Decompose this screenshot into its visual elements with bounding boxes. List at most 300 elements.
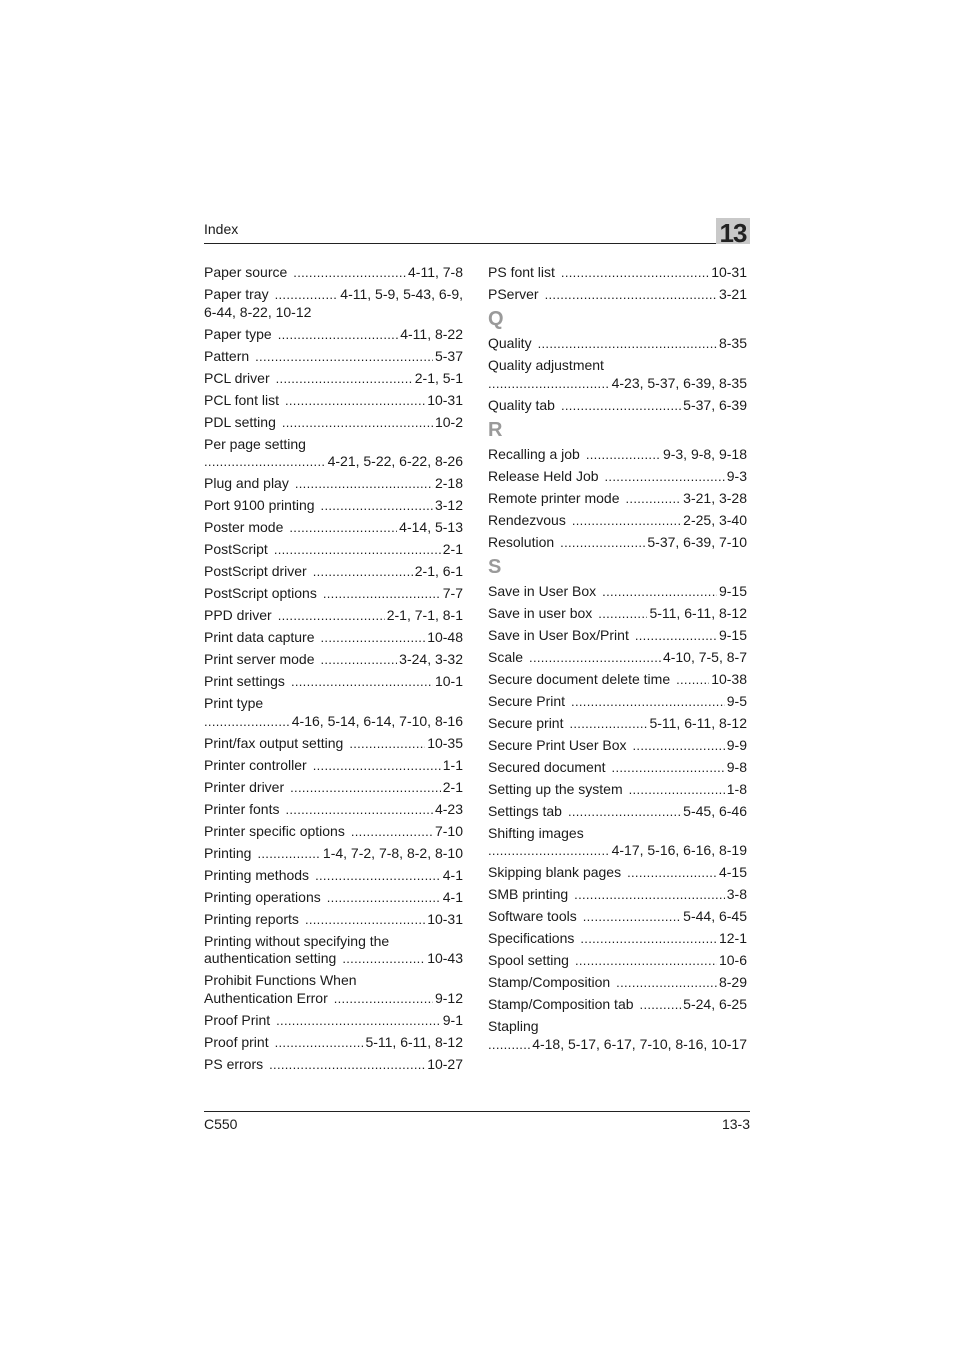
index-term: Print data capture bbox=[204, 629, 315, 645]
index-term: Per page setting bbox=[204, 435, 306, 452]
index-entry bbox=[488, 605, 747, 623]
index-entry bbox=[488, 825, 747, 860]
dot-leader bbox=[561, 264, 709, 282]
dot-leader bbox=[560, 534, 645, 552]
index-term: Authentication Error bbox=[204, 989, 328, 1006]
index-line bbox=[488, 908, 747, 926]
dot-leader bbox=[282, 414, 433, 432]
index-entry bbox=[204, 845, 463, 863]
index-entry bbox=[488, 759, 747, 777]
index-entry bbox=[488, 264, 747, 282]
index-term: PServer bbox=[488, 286, 539, 302]
index-pages: 2-1 bbox=[442, 541, 463, 557]
index-pages: 4-11, 7-8 bbox=[408, 264, 463, 280]
index-entry bbox=[488, 930, 747, 948]
index-line bbox=[204, 585, 463, 603]
index-line bbox=[488, 286, 747, 304]
index-entry bbox=[204, 1034, 463, 1052]
index-entry bbox=[488, 715, 747, 733]
index-line bbox=[204, 1056, 463, 1074]
index-line bbox=[204, 990, 463, 1008]
index-entry bbox=[488, 693, 747, 711]
index-term: Skipping blank pages bbox=[488, 864, 622, 880]
index-pages: 10-27 bbox=[427, 1055, 463, 1072]
index-line bbox=[488, 715, 747, 733]
dot-leader bbox=[204, 713, 290, 731]
index-pages: 10-48 bbox=[427, 629, 463, 645]
index-pages: 9-12 bbox=[434, 989, 463, 1006]
index-pages: 8-29 bbox=[718, 974, 747, 990]
dot-leader bbox=[327, 889, 441, 907]
index-pages: 10-6 bbox=[718, 952, 747, 968]
index-pages: 3-21, 3-28 bbox=[683, 489, 747, 506]
index-term: Paper source bbox=[204, 264, 288, 280]
dot-leader bbox=[580, 930, 717, 948]
index-term: Printing operations bbox=[204, 888, 321, 905]
dot-leader bbox=[545, 286, 717, 304]
index-pages: 5-44, 6-45 bbox=[683, 908, 747, 924]
index-entry bbox=[488, 952, 747, 970]
index-pages: 9-8 bbox=[726, 758, 747, 775]
index-term: Printing reports bbox=[204, 910, 299, 927]
index-term: Save in User Box bbox=[488, 582, 597, 599]
index-pages: 2-1, 5-1 bbox=[414, 369, 463, 386]
dot-leader bbox=[538, 335, 717, 353]
index-term: Printing bbox=[204, 844, 252, 861]
dot-leader bbox=[295, 475, 433, 493]
index-line bbox=[488, 842, 747, 860]
index-line bbox=[204, 867, 463, 885]
index-line bbox=[488, 974, 747, 992]
dot-leader bbox=[629, 781, 725, 799]
index-pages: 3-12 bbox=[434, 497, 463, 513]
index-term: authentication setting bbox=[204, 950, 337, 966]
index-term: Proof Print bbox=[204, 1011, 271, 1028]
section-letter: S bbox=[488, 555, 502, 578]
index-pages: 5-45, 6-46 bbox=[683, 802, 747, 819]
dot-leader bbox=[568, 803, 681, 821]
index-line bbox=[488, 930, 747, 948]
index-pages: 9-5 bbox=[726, 692, 747, 709]
index-term: Plug and play bbox=[204, 475, 289, 491]
dot-leader bbox=[569, 715, 647, 733]
index-term: Paper type bbox=[204, 325, 272, 342]
index-line bbox=[204, 911, 463, 929]
index-column-left bbox=[204, 264, 463, 1078]
dot-leader bbox=[351, 823, 433, 841]
index-line bbox=[204, 823, 463, 841]
index-entry bbox=[488, 781, 747, 799]
index-line bbox=[204, 779, 463, 797]
index-line bbox=[204, 286, 463, 304]
index-pages: 4-1 bbox=[442, 866, 463, 883]
dot-leader bbox=[575, 952, 717, 970]
index-pages: 5-11, 6-11, 8-12 bbox=[365, 1033, 463, 1050]
index-line bbox=[204, 607, 463, 625]
index-pages: 4-11, 8-22 bbox=[400, 325, 463, 342]
index-pages: 2-1, 6-1 bbox=[414, 563, 463, 579]
index-pages: 10-31 bbox=[427, 391, 463, 408]
index-pages: 4-18, 5-17, 6-17, 7-10, 8-16, 10-17 bbox=[532, 1035, 747, 1052]
index-pages: 4-23 bbox=[434, 800, 463, 817]
dot-leader bbox=[289, 519, 397, 537]
index-pages: 4-11, 5-9, 5-43, 6-9, bbox=[340, 286, 463, 302]
index-term: Stamp/Composition bbox=[488, 974, 611, 990]
index-term: Save in user box bbox=[488, 604, 593, 621]
index-term: Printer controller bbox=[204, 756, 307, 773]
index-pages: 2-25, 3-40 bbox=[683, 511, 747, 528]
index-pages: 8-35 bbox=[718, 335, 747, 351]
index-line bbox=[488, 583, 747, 601]
index-line bbox=[488, 649, 747, 667]
index-pages: 1-8 bbox=[726, 780, 747, 797]
index-entry bbox=[488, 996, 747, 1014]
index-line bbox=[488, 1036, 747, 1054]
index-term: PPD driver bbox=[204, 607, 272, 623]
index-line bbox=[204, 845, 463, 863]
index-line bbox=[488, 886, 747, 904]
index-line bbox=[488, 671, 747, 689]
index-line bbox=[204, 348, 463, 366]
index-entry bbox=[204, 1012, 463, 1030]
index-line bbox=[488, 446, 747, 464]
index-entry bbox=[204, 972, 463, 1007]
index-entry bbox=[204, 392, 463, 410]
index-term: Secure print bbox=[488, 714, 564, 731]
dot-leader bbox=[561, 397, 681, 415]
index-pages: 9-9 bbox=[726, 736, 747, 753]
index-pages: 9-1 bbox=[442, 1011, 463, 1028]
index-line bbox=[204, 801, 463, 819]
index-entry bbox=[204, 607, 463, 625]
index-pages: 10-35 bbox=[427, 734, 463, 751]
index-pages: 10-31 bbox=[427, 910, 463, 927]
dot-leader bbox=[313, 757, 441, 775]
index-line bbox=[204, 497, 463, 515]
index-line bbox=[204, 414, 463, 432]
index-line bbox=[488, 737, 747, 755]
index-line bbox=[488, 397, 747, 415]
index-entry bbox=[488, 649, 747, 667]
dot-leader bbox=[290, 779, 441, 797]
index-term: Release Held Job bbox=[488, 467, 599, 484]
index-term: Save in User Box/Print bbox=[488, 626, 629, 643]
index-pages: 7-7 bbox=[442, 585, 463, 601]
index-line bbox=[204, 889, 463, 907]
section-letter: R bbox=[488, 418, 503, 441]
dot-leader bbox=[342, 950, 425, 968]
dot-leader bbox=[257, 845, 320, 863]
index-entry bbox=[204, 823, 463, 841]
index-term: Poster mode bbox=[204, 519, 284, 535]
index-entry bbox=[204, 541, 463, 559]
index-pages: 4-10, 7-5, 8-7 bbox=[662, 648, 747, 665]
dot-leader bbox=[274, 541, 441, 559]
dot-leader bbox=[255, 348, 433, 366]
index-pages: 7-10 bbox=[434, 822, 463, 839]
index-entry bbox=[488, 335, 747, 353]
index-entry bbox=[204, 867, 463, 885]
dot-leader bbox=[276, 370, 413, 388]
chapter-number: 13 bbox=[719, 218, 747, 248]
index-term: PCL font list bbox=[204, 391, 279, 408]
index-pages: 2-1, 7-1, 8-1 bbox=[386, 607, 463, 623]
dot-leader bbox=[323, 585, 441, 603]
index-term: Print/fax output setting bbox=[204, 734, 344, 751]
index-pages: 10-38 bbox=[711, 670, 747, 687]
index-pages: 12-1 bbox=[718, 930, 747, 946]
index-entry bbox=[204, 414, 463, 432]
page-header bbox=[204, 215, 750, 248]
dot-leader bbox=[572, 512, 681, 530]
dot-leader bbox=[334, 990, 433, 1008]
index-entry bbox=[204, 735, 463, 753]
index-term: Recalling a job bbox=[488, 445, 580, 462]
index-line bbox=[204, 264, 463, 282]
index-entry bbox=[488, 512, 747, 530]
index-term: Quality bbox=[488, 335, 532, 351]
index-entry bbox=[488, 1018, 747, 1053]
index-line bbox=[488, 335, 747, 353]
index-line bbox=[204, 370, 463, 388]
index-pages: 4-21, 5-22, 6-22, 8-26 bbox=[327, 453, 463, 469]
index-term: PostScript bbox=[204, 541, 268, 557]
index-pages: 5-37, 6-39 bbox=[683, 396, 747, 413]
index-entry bbox=[488, 397, 747, 415]
index-pages: 3-24, 3-32 bbox=[399, 651, 463, 667]
dot-leader bbox=[269, 1056, 425, 1074]
dot-leader bbox=[293, 264, 406, 282]
index-term: Paper tray bbox=[204, 286, 269, 302]
index-line bbox=[204, 651, 463, 669]
index-pages: 2-18 bbox=[434, 475, 463, 491]
index-line bbox=[488, 952, 747, 970]
index-term: Settings tab bbox=[488, 802, 562, 819]
index-term: Software tools bbox=[488, 908, 577, 924]
index-pages: 4-16, 5-14, 6-14, 7-10, 8-16 bbox=[291, 712, 463, 729]
index-entry bbox=[204, 779, 463, 797]
index-pages: 4-17, 5-16, 6-16, 8-19 bbox=[611, 842, 747, 858]
index-line bbox=[204, 453, 463, 471]
footer-page-number: 13-3 bbox=[721, 1116, 750, 1132]
dot-leader bbox=[583, 908, 681, 926]
index-pages: 3-8 bbox=[726, 886, 747, 902]
dot-leader bbox=[305, 911, 425, 929]
index-term: Secure Print bbox=[488, 692, 566, 709]
index-entry bbox=[204, 519, 463, 537]
index-pages: 5-11, 6-11, 8-12 bbox=[649, 604, 747, 621]
index-entry bbox=[488, 446, 747, 464]
index-line bbox=[204, 735, 463, 753]
dot-leader bbox=[321, 497, 433, 515]
index-line bbox=[204, 1012, 463, 1030]
index-term: Port 9100 printing bbox=[204, 497, 315, 513]
index-entry bbox=[204, 801, 463, 819]
index-entry bbox=[488, 864, 747, 882]
dot-leader bbox=[278, 607, 385, 625]
index-entry bbox=[488, 803, 747, 821]
index-term: SMB printing bbox=[488, 886, 569, 902]
index-line bbox=[204, 475, 463, 493]
index-entry bbox=[488, 357, 747, 392]
index-entry bbox=[204, 585, 463, 603]
index-entry bbox=[488, 908, 747, 926]
index-entry bbox=[204, 889, 463, 907]
index-term: PostScript driver bbox=[204, 563, 307, 579]
index-term: Setting up the system bbox=[488, 780, 623, 797]
index-pages: 9-3, 9-8, 9-18 bbox=[662, 445, 747, 462]
index-entry bbox=[488, 886, 747, 904]
index-pages-continued: 6-44, 8-22, 10-12 bbox=[204, 303, 312, 320]
index-line bbox=[488, 864, 747, 882]
index-entry bbox=[204, 757, 463, 775]
dot-leader bbox=[602, 583, 717, 601]
index-pages: 1-4, 7-2, 7-8, 8-2, 8-10 bbox=[322, 844, 463, 861]
index-column-right bbox=[488, 264, 747, 1058]
index-line bbox=[204, 713, 463, 731]
dot-leader bbox=[204, 453, 326, 471]
index-line bbox=[488, 375, 747, 393]
index-term: Pattern bbox=[204, 347, 250, 364]
dot-leader bbox=[278, 326, 399, 344]
dot-leader bbox=[612, 759, 725, 777]
index-term: Resolution bbox=[488, 533, 555, 550]
index-line bbox=[488, 534, 747, 552]
index-line bbox=[204, 757, 463, 775]
page-footer bbox=[204, 1111, 750, 1136]
index-term: PCL driver bbox=[204, 369, 270, 386]
index-pages: 4-23, 5-37, 6-39, 8-35 bbox=[611, 374, 747, 391]
index-term: Quality tab bbox=[488, 396, 555, 413]
dot-leader bbox=[605, 468, 725, 486]
index-term: Remote printer mode bbox=[488, 489, 620, 506]
index-entry bbox=[204, 673, 463, 691]
index-pages: 9-15 bbox=[718, 582, 747, 599]
index-term: PS font list bbox=[488, 264, 555, 280]
dot-leader bbox=[321, 629, 426, 647]
dot-leader bbox=[349, 735, 425, 753]
footer-model: C550 bbox=[204, 1116, 238, 1132]
index-line bbox=[488, 996, 747, 1014]
dot-leader bbox=[275, 1034, 364, 1052]
dot-leader bbox=[320, 651, 397, 669]
index-line bbox=[204, 326, 463, 344]
index-entry bbox=[488, 737, 747, 755]
index-entry bbox=[204, 933, 463, 968]
index-term: Printer driver bbox=[204, 778, 285, 795]
index-pages: 9-3 bbox=[726, 467, 747, 484]
dot-leader bbox=[488, 375, 610, 393]
index-entry bbox=[204, 370, 463, 388]
index-entry bbox=[204, 911, 463, 929]
header-title: Index bbox=[204, 221, 239, 237]
section-letter: Q bbox=[488, 308, 504, 330]
index-term: Printer specific options bbox=[204, 822, 345, 839]
index-line bbox=[204, 673, 463, 691]
index-term: Printing methods bbox=[204, 866, 310, 883]
index-pages: 10-1 bbox=[434, 673, 463, 689]
chapter-tab bbox=[716, 218, 750, 248]
dot-leader bbox=[616, 974, 717, 992]
dot-leader bbox=[627, 864, 717, 882]
index-term: PS errors bbox=[204, 1055, 264, 1072]
dot-leader bbox=[488, 1036, 530, 1054]
index-entry bbox=[488, 583, 747, 601]
index-entry bbox=[488, 974, 747, 992]
index-entry bbox=[204, 629, 463, 647]
dot-leader bbox=[529, 649, 661, 667]
dot-leader bbox=[276, 1012, 441, 1030]
index-line bbox=[204, 519, 463, 537]
index-entry bbox=[488, 468, 747, 486]
dot-leader bbox=[635, 627, 717, 645]
index-pages: 5-37, 6-39, 7-10 bbox=[647, 533, 747, 550]
dot-leader bbox=[313, 563, 413, 581]
index-term: PostScript options bbox=[204, 585, 317, 601]
index-term: Secured document bbox=[488, 758, 606, 775]
index-entry bbox=[204, 436, 463, 471]
index-entry bbox=[204, 497, 463, 515]
index-term: Printer fonts bbox=[204, 800, 280, 817]
index-pages: 2-1 bbox=[442, 778, 463, 795]
index-entry bbox=[204, 563, 463, 581]
dot-leader bbox=[574, 886, 725, 904]
index-line bbox=[488, 512, 747, 530]
index-line bbox=[488, 490, 747, 508]
index-entry bbox=[204, 695, 463, 730]
dot-leader bbox=[598, 605, 647, 623]
dot-leader bbox=[285, 801, 432, 819]
index-entry bbox=[204, 1056, 463, 1074]
index-entry bbox=[204, 651, 463, 669]
index-line bbox=[488, 693, 747, 711]
index-term: Proof print bbox=[204, 1033, 269, 1050]
index-term: Shifting images bbox=[488, 824, 584, 841]
index-pages: 9-15 bbox=[718, 626, 747, 643]
index-entry bbox=[488, 490, 747, 508]
index-term: Scale bbox=[488, 648, 524, 665]
index-entry bbox=[488, 534, 747, 552]
index-pages: 5-24, 6-25 bbox=[683, 996, 747, 1012]
index-term: Print type bbox=[204, 695, 264, 711]
index-line bbox=[204, 950, 463, 968]
index-pages: 1-1 bbox=[442, 756, 463, 773]
index-term: Secure document delete time bbox=[488, 670, 671, 687]
index-term: Print settings bbox=[204, 673, 285, 689]
index-pages: 4-15 bbox=[718, 864, 747, 880]
index-pages: 4-1 bbox=[442, 888, 463, 905]
index-entry bbox=[204, 348, 463, 366]
dot-leader bbox=[640, 996, 682, 1014]
dot-leader bbox=[571, 693, 725, 711]
index-pages: 5-37 bbox=[434, 347, 463, 364]
index-pages: 5-11, 6-11, 8-12 bbox=[649, 714, 747, 731]
index-term: Printing without specifying the bbox=[204, 932, 390, 949]
index-line bbox=[488, 803, 747, 821]
index-pages: 10-2 bbox=[434, 413, 463, 430]
index-line bbox=[488, 605, 747, 623]
index-line bbox=[488, 627, 747, 645]
dot-leader bbox=[488, 842, 610, 860]
index-term: Rendezvous bbox=[488, 511, 566, 528]
index-term: Secure Print User Box bbox=[488, 736, 627, 753]
index-entry bbox=[204, 286, 463, 321]
index-line bbox=[488, 759, 747, 777]
index-entry bbox=[204, 326, 463, 344]
index-entry bbox=[204, 475, 463, 493]
dot-leader bbox=[676, 671, 709, 689]
index-pages: 10-31 bbox=[711, 264, 747, 280]
